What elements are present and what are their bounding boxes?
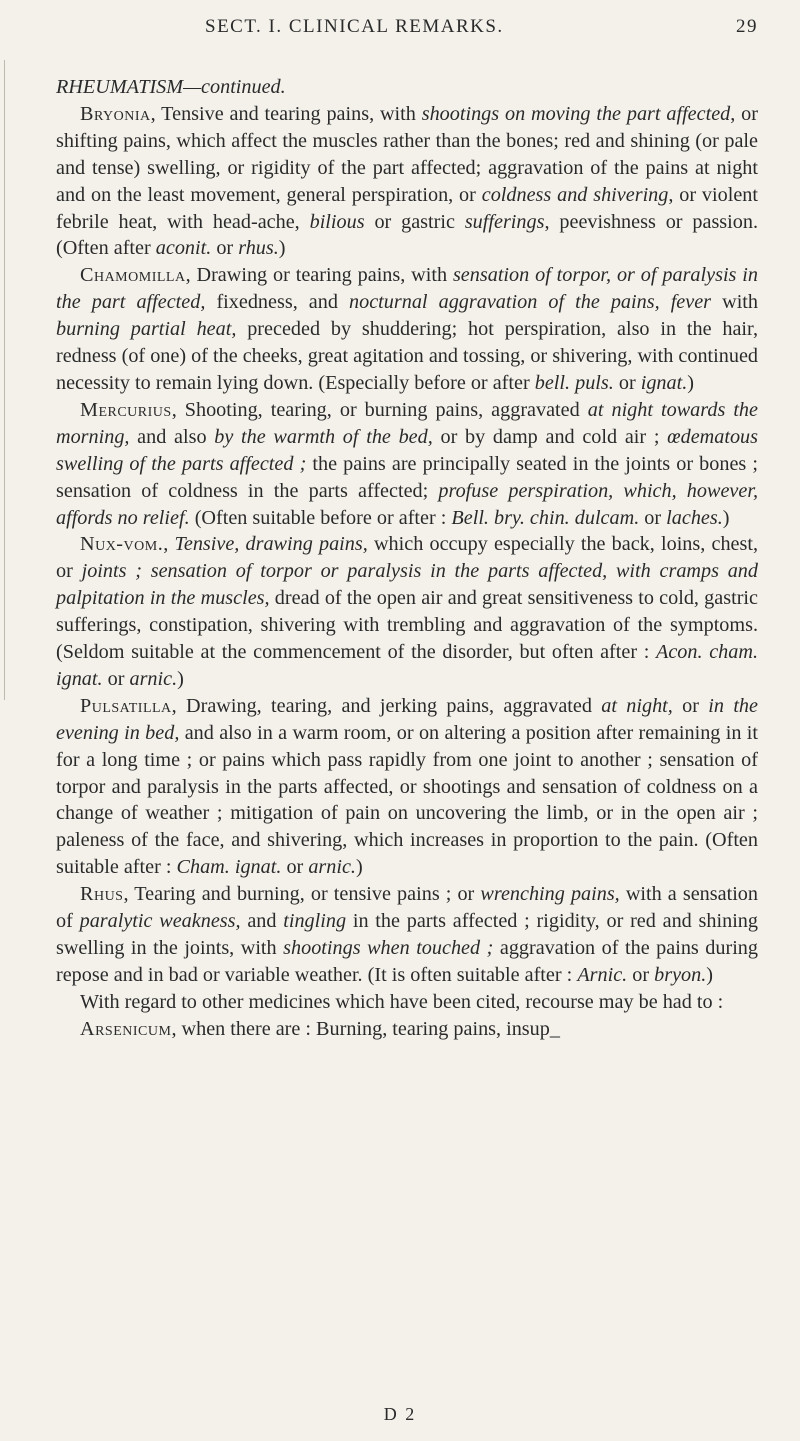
entry-mercurius: Mercurius, Shooting, tearing, or burning pains, aggravated at night towards the morning, and also by the warmth of the bed, or by damp and cold air ; œdematous swelling of the parts affected ; the pains are principally seated in the joints or bones ; sensation of coldness in the parts affected; profuse perspiration, which, however, affords no relief. (Often suitable before or after : Bell. bry. chin. dulcam. or laches.) xyxy=(56,398,758,529)
entry-bryonia: Bryonia, Tensive and tearing pains, with shootings on moving the part affected, or shifting pains, which affect the muscles rather than the bones; red and shining (or pale and tense) swelling, or rigidity of the part affected; aggravation of the pains at night and on the least movement, general perspiration, or coldness and shivering, or violent febrile heat, with head-ache, bilious or gastric sufferings, peevishness or passion. (Often after aconit. or rhus.) xyxy=(56,102,759,260)
entry-pulsatilla: Pulsatilla, Drawing, tearing, and jerking pains, aggravated at night, or in the evening in bed, and also in a warm room, or on altering a position after remaining in it for a long time ; or pains which pass rapidly from one joint to another ; sensation of torpor and paralysis in the parts affected, or shootings and sensation of coldness on a change of weather ; mitigation of pain on uncovering the limb, or in the open air ; paleness of the face, and shivering, which increases in proportion to the pain. (Often suitable after : Cham. ignat. or arnic.) xyxy=(56,694,758,879)
entry-chamomilla: Chamomilla, Drawing or tearing pains, with sensation of torpor, or of paralysis in the part affected, fixedness, and nocturnal aggravation of the pains, fever with burning partial heat, preceded by shuddering; hot perspiration, also in the hair, redness (of one) of the cheeks, great agitation and tossing, or shivering, with continued necessity to remain lying down. (Especially before or after bell. puls. or ignat.) xyxy=(56,264,759,394)
page-number: 29 xyxy=(736,16,758,37)
header-section-title: SECT. I. CLINICAL REMARKS. xyxy=(205,16,504,37)
section-heading xyxy=(56,74,758,101)
closing-paragraph: With regard to other medicines which have been cited, recourse may be had to : xyxy=(80,990,724,1013)
remedy-name: Mercurius xyxy=(80,398,172,421)
heading-continued: —continued. xyxy=(183,76,286,98)
signature-mark: D 2 xyxy=(383,1404,417,1424)
remedy-name: Chamomilla xyxy=(80,264,186,287)
entry-rhus: Rhus, Tearing and burning, or tensive pains ; or wrenching pains, with a sensation of paralytic weakness, and tingling in the parts affected ; rigidity, or red and shining swelling in the joints, with shootings when touched ; aggravation of the pains during repose and in bad or variable weather. (It is often suitable after : Arnic. or bryon.) xyxy=(56,883,758,986)
entry-nux-vom: Nux-vom., Tensive, drawing pains, which occupy especially the back, loins, chest, or joints ; sensation of torpor or paralysis in the parts affected, with cramps and palpitation in the muscles, dread of the open air and great sensitiveness to cold, gastric sufferings, constipation, shivering with trembling and aggravation of the symptoms. (Seldom suitable at the commencement of the disorder, but often after : Acon. cham. ignat. or arnic.) xyxy=(56,533,759,690)
remedy-name: Bryonia xyxy=(80,102,151,125)
remedy-name: Rhus xyxy=(80,883,124,906)
page-edge-line xyxy=(4,60,5,700)
remedy-name: Arsenicum xyxy=(80,1017,172,1040)
remedy-name: Pulsatilla xyxy=(80,694,172,717)
entry-arsenicum: Arsenicum, when there are : Burning, tearing pains, insup_ xyxy=(80,1017,560,1040)
remedy-name: Nux-vom. xyxy=(80,533,164,556)
heading-title: RHEUMATISM xyxy=(56,76,184,98)
page-body xyxy=(56,74,758,1043)
